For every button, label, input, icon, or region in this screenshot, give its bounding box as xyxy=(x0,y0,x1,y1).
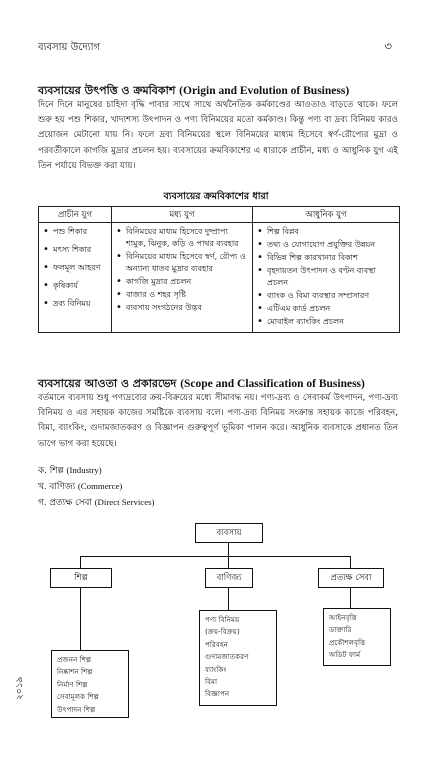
list-item: • ব্যাংক ও বিমা ব্যবস্থার সম্প্রসারণ xyxy=(257,290,395,302)
list-item: ডাক্তারি xyxy=(329,625,352,635)
paragraph-scope: বর্তমানে ব্যবসায় শুধু পণ্যদ্রব্যের ক্রয়-বিক্রয়ের মধ্যে সীমাবদ্ধ নয়। পণ্য-দ্রব্য ও সেবাকর্ম উৎপাদন, পণ্য-দ্রব্য বিনিময় ও এর সহায়ক কাজের সমষ্টিকে ব্যবসায় বলে। পণ্য-দ্রব্য বিনিময় সংক্রান্ত সহায়ক কাজে পরিবহন, বিমা, ব্যাংকিং, গুদামজাতকরণ ও বিজ্ঞাপন গুরুত্বপূর্ণ ভূমিকা পালন করে। আধুনিক ব্যবসাকে প্রধানত তিন ভাগে ভাগ করা হয়েছে। xyxy=(38,393,398,449)
list-item: নিষ্কাশন শিল্প xyxy=(57,667,93,677)
list-item: • শিল্প বিপ্লব xyxy=(257,226,395,238)
ancient-col xyxy=(39,223,112,333)
header-medieval: মধ্য যুগ xyxy=(112,207,253,223)
list-item: • বাজার ও শহর সৃষ্টি xyxy=(116,289,248,301)
classification-item-industry xyxy=(38,463,102,478)
section-title-en: (Origin and Evolution of Business) xyxy=(179,85,350,97)
running-header: ব্যবসায় উদ্যোগ xyxy=(38,42,101,53)
medieval-col xyxy=(112,223,253,333)
item-label: ক. শিল্প xyxy=(38,466,64,476)
connector xyxy=(350,587,351,608)
item-label: গ. প্রত্যক্ষ সেবা xyxy=(38,498,92,508)
list-item: পণ্য বিনিময় xyxy=(205,615,240,624)
list-item: (ক্রয়-বিক্রয়) xyxy=(205,627,240,637)
list-item: • বিনিময়ের মাধ্যম হিসেবে স্বর্ণ, রৌপ্য ও অন্যান্য ধাতব মুদ্রার ব্যবহার xyxy=(116,251,248,275)
connector xyxy=(80,556,350,557)
list-item: • বিভিন্ন শিল্প কারখানার বিকাশ xyxy=(257,252,395,264)
list-item: বিমা xyxy=(205,677,218,687)
list-item: • মৎস্য শিকার xyxy=(43,244,107,256)
commerce-items-box xyxy=(199,610,277,706)
direct-services-items-box xyxy=(323,608,391,666)
item-label-en: (Commerce) xyxy=(77,481,123,491)
connector xyxy=(228,556,229,568)
list-item: • মোবাইল ব্যাংকিং প্রচলন xyxy=(257,316,395,328)
section-title-bn: ব্যবসায়ের উৎপত্তি ও ক্রমবিকাশ xyxy=(38,84,176,97)
connector xyxy=(228,587,229,610)
list-item: • পশু শিকার xyxy=(43,226,107,238)
list-item: • কাগজি মুদ্রার প্রচলন xyxy=(116,276,248,288)
list-item: গুদামজাতকরণ xyxy=(205,652,249,662)
connector xyxy=(350,556,351,568)
list-item: ব্যাংকিং xyxy=(205,664,227,674)
side-margin-number: ২০১৯ xyxy=(15,676,25,700)
list-item: • তথ্য ও যোগাযোগ প্রযুক্তির উন্নয়ন xyxy=(257,239,395,251)
diagram-root-box: ব্যবসায় xyxy=(195,523,263,543)
branch-direct-services-box: প্রত্যক্ষ সেবা xyxy=(318,568,384,588)
list-item: • বৃহদায়তন উৎপাদন ও বণ্টন ব্যবস্থা প্রচলন xyxy=(257,265,395,289)
list-item: প্রকৌশলবৃত্তি xyxy=(329,637,366,647)
paragraph-origin: দিনে দিনে মানুষের চাহিদা বৃদ্ধি পাবার সাথে সাথে অর্থনৈতিক কর্মকাণ্ডের আওতাও বাড়তে থাকে। ফলে শুরু হয় পশু শিকার, খাদ্যশস্য উৎপাদন ও পণ্য বিনিময়ের মতো কর্মকাণ্ড। কিন্তু পণ্য বা দ্রব্য বিনিময় কারও প্রয়োজন মেটানো যায় নি। ফলে দ্রব্য বিনিময়ের স্থলে বিনিময়ের মাধ্যম হিসেবে স্বর্ণ-রৌপ্যের মুদ্রা ও পরবর্তীকালে কাগজি মুদ্রার প্রচলন হয়। ব্যবসায়ের ক্রমবিকাশের এ ধারাকে প্রাচীন, মধ্য ও আধুনিক যুগ এই তিন পর্যায়ে বিভক্ত করা যায়। xyxy=(38,100,398,171)
section-title-en: (Scope and Classification of Business) xyxy=(180,378,365,390)
section-title-bn: ব্যবসায়ের আওতা ও প্রকারভেদ xyxy=(38,377,177,390)
list-item: • ফলমূল আহরণ xyxy=(43,262,107,274)
list-item: • ব্যবসায় সংগঠনের উদ্ভব xyxy=(116,302,248,314)
branch-industry-box: শিল্প xyxy=(50,568,112,588)
list-item: আইনবৃত্তি xyxy=(329,613,357,622)
list-item: প্রজনন শিল্প xyxy=(57,655,92,664)
modern-col xyxy=(253,223,400,333)
connector xyxy=(228,542,229,556)
connector xyxy=(80,587,81,650)
list-item: সেবামূলক শিল্প xyxy=(57,692,99,702)
classification-item-direct-services xyxy=(38,495,154,510)
list-item: • কৃষিকার্য xyxy=(43,280,107,292)
industry-items-box xyxy=(51,650,129,718)
header-modern: আধুনিক যুগ xyxy=(253,207,400,223)
direct-services-items xyxy=(324,609,370,665)
list-item: • বিনিময়ের মাধ্যম হিসেবে দুষ্প্রাপ্য শামুক, ঝিনুক, কড়ি ও পাথর ব্যবহার xyxy=(116,226,248,250)
table-caption: ব্যবসায়ের ক্রমবিকাশের ধারা xyxy=(163,191,269,202)
header-ancient: প্রাচীন যুগ xyxy=(39,207,112,223)
list-item: • এটিএম কার্ড প্রচলন xyxy=(257,303,395,315)
industry-items xyxy=(52,651,104,719)
list-item: নির্মাণ শিল্প xyxy=(57,679,88,689)
classification-item-commerce xyxy=(38,479,122,494)
list-item: অডিট ফার্ম xyxy=(329,650,361,660)
list-item: পরিবহন xyxy=(205,639,228,649)
page-number: ৩ xyxy=(384,39,392,53)
branch-commerce-box: বাণিজ্য xyxy=(205,568,253,588)
list-item: • দ্রব্য বিনিময় xyxy=(43,298,107,310)
commerce-items xyxy=(200,611,253,704)
connector xyxy=(80,556,81,568)
evolution-table xyxy=(38,206,400,333)
list-item: বিজ্ঞাপন xyxy=(205,689,230,699)
item-label-en: (Industry) xyxy=(66,465,102,475)
item-label: খ. বাণিজ্য xyxy=(38,482,76,492)
item-label-en: (Direct Services) xyxy=(94,497,155,507)
list-item: উৎপাদন শিল্প xyxy=(57,704,96,714)
